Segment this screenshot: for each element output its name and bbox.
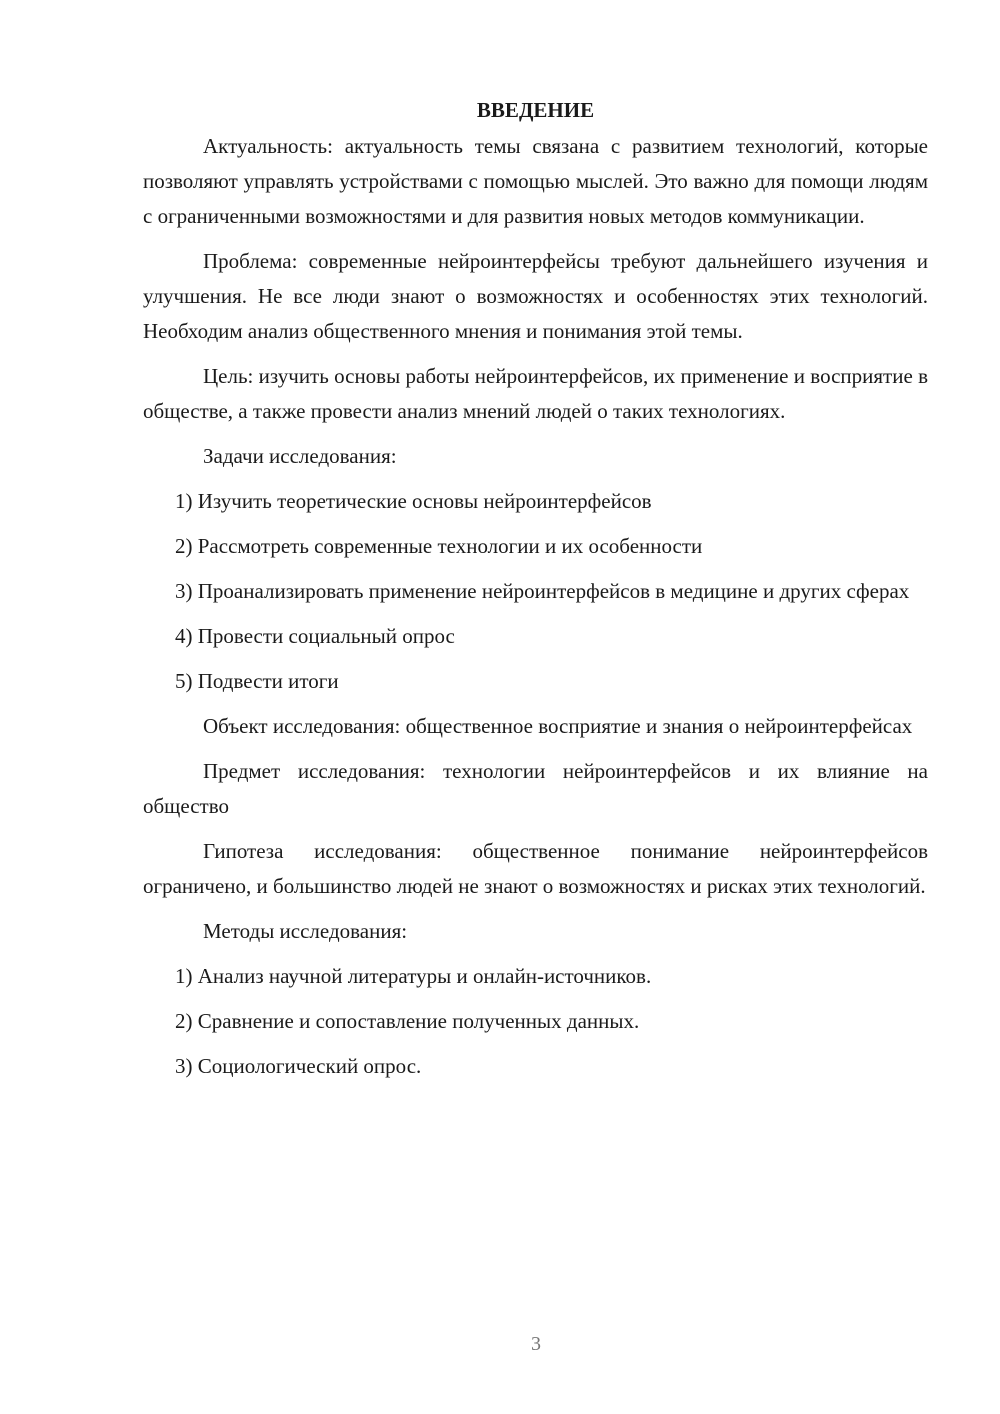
task-item-3: 3) Проанализировать применение нейроинтерфейсов в медицине и других сферах	[175, 579, 910, 603]
task-item-4: 4) Провести социальный опрос	[175, 624, 455, 648]
method-item-2: 2) Сравнение и сопоставление полученных данных.	[175, 1009, 640, 1033]
document-page	[143, 92, 928, 1084]
paragraph-goal: Цель: изучить основы работы нейроинтерфейсов, их применение и восприятие в обществе, а также провести анализ мнений людей о таких технологиях.	[143, 364, 928, 423]
section-title: ВВЕДЕНИЕ	[476, 98, 595, 122]
paragraph-relevance: Актуальность: актуальность темы связана с развитием технологий, которые позволяют управлять устройствами с помощью мыслей. Это важно для помощи людям с ограниченными возможностями и для развития новых методов коммуникации.	[143, 134, 928, 228]
paragraph-object: Объект исследования: общественное восприятие и знания о нейроинтерфейсах	[203, 714, 913, 738]
paragraph-hypothesis: Гипотеза исследования: общественное понимание нейроинтерфейсов ограничено, и большинство людей не знают о возможностях и рисках этих технологий.	[143, 839, 928, 898]
method-item-1: 1) Анализ научной литературы и онлайн-источников.	[175, 964, 652, 988]
methods-heading: Методы исследования:	[203, 919, 408, 943]
task-item-2: 2) Рассмотреть современные технологии и их особенности	[175, 534, 703, 558]
tasks-heading: Задачи исследования:	[203, 444, 397, 468]
task-item-1: 1) Изучить теоретические основы нейроинтерфейсов	[175, 489, 652, 513]
paragraph-subject: Предмет исследования: технологии нейроинтерфейсов и их влияние на общество	[143, 759, 928, 818]
method-item-3: 3) Социологический опрос.	[175, 1054, 422, 1078]
paragraph-problem: Проблема: современные нейроинтерфейсы требуют дальнейшего изучения и улучшения. Не все люди знают о возможностях и особенностях этих технологий. Необходим анализ общественного мнения и понимания этой темы.	[143, 249, 928, 343]
task-item-5: 5) Подвести итоги	[175, 669, 339, 693]
page-number: 3	[531, 1333, 541, 1355]
